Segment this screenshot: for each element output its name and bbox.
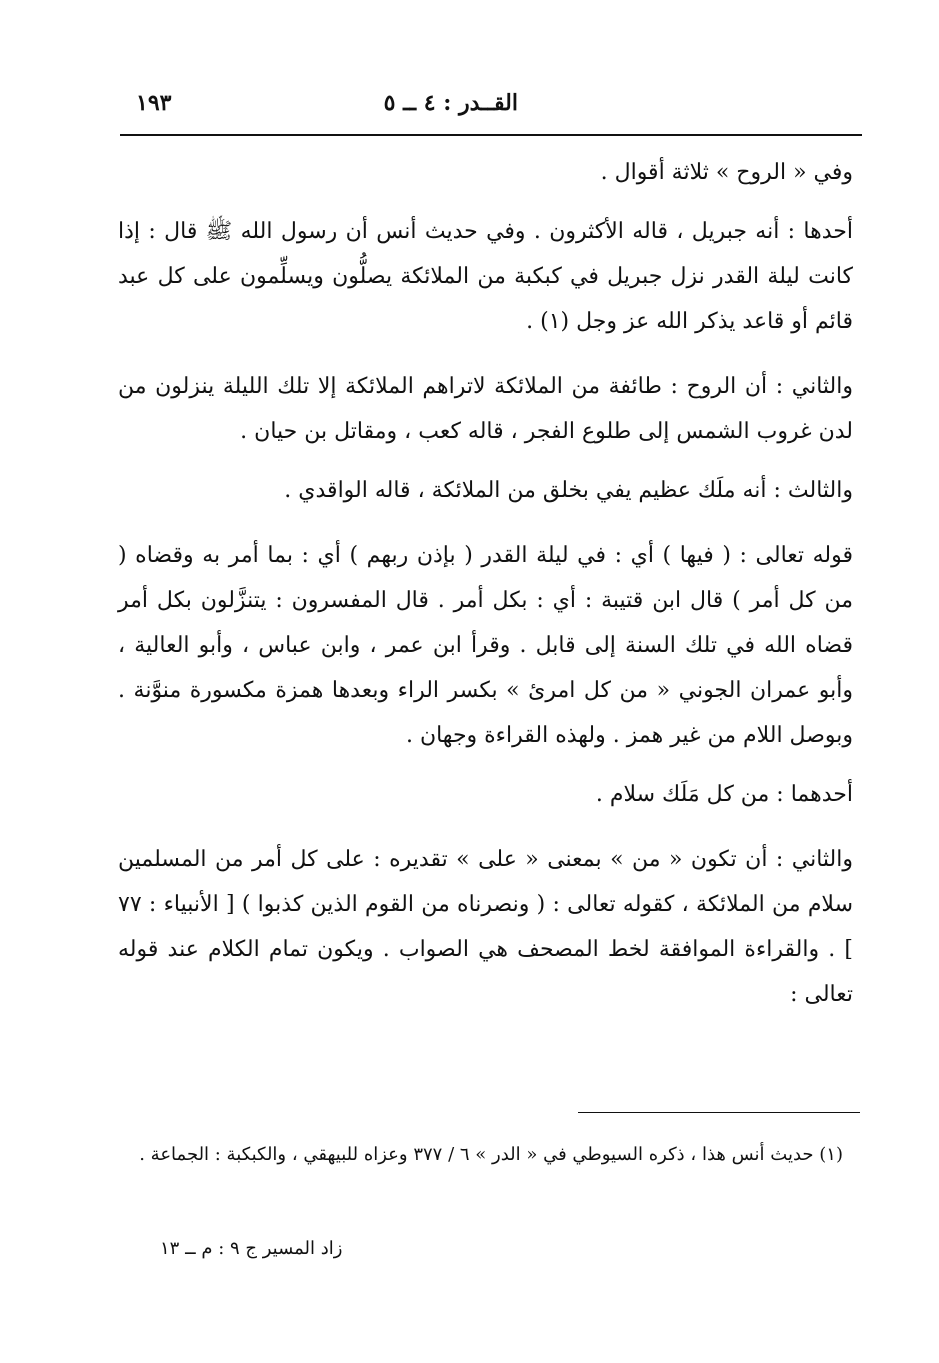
paragraph: وفي « الروح » ثلاثة أقوال .: [600, 160, 853, 185]
paragraph: والثالث : أنه ملَك عظيم يفي بخلق من الملائكة ، قاله الواقدي .: [284, 478, 853, 503]
paragraph: أحدها : أنه جبريل ، قاله الأكثرون . وفي حديث أنس أن رسول الله ﷺ قال : إذا كانت ليلة القدر نزل جبريل في كبكبة من الملائكة يصلُّون ويسلِّمون على كل عبد قائم أو قاعد يذكر الله عز وجل (١) .: [118, 219, 853, 334]
paragraph: أحدهما : من كل مَلَك سلام .: [595, 782, 853, 807]
paragraph: والثاني : أن الروح : طائفة من الملائكة لاتراهم الملائكة إلا تلك الليلة ينزلون من لدن غروب الشمس إلى طلوع الفجر ، قاله كعب ، ومقاتل بن حيان .: [118, 374, 853, 444]
printer-signature: زاد المسير ج ٩ : م ــ ١٣: [160, 1238, 343, 1259]
main-text: [118, 150, 853, 1037]
footnote-text: (١) حديث أنس هذا ، ذكره السيوطي في « الدر » ٦ / ٣٧٧ وعزاه للبيهقي ، والكبكبة : الجماعة .: [139, 1144, 843, 1165]
page-number: ١٩٣: [136, 90, 172, 116]
running-title: القــدر : ٤ ــ ٥: [383, 90, 518, 116]
footnote-divider: [578, 1112, 860, 1113]
footnote: [118, 1138, 843, 1172]
page-header: [120, 86, 848, 126]
paragraph: قوله تعالى : ( فيها ) أي : في ليلة القدر ( بإذن ربهم ) أي : بما أمر به وقضاه ( من كل أمر ) قال ابن قتيبة : أي : بكل أمر . قال المفسرون : يتنزَّلون بكل أمر قضاه الله في تلك السنة إلى قابل . وقرأ ابن عمر ، وابن عباس ، وأبو العالية ، وأبو عمران الجوني « من كل امرئ » بكسر الراء وبعدها همزة مكسورة منوَّنة . وبوصل اللام من غير همز . ولهذه القراءة وجهان .: [118, 543, 853, 748]
header-divider: [120, 134, 862, 136]
paragraph: والثاني : أن تكون « من » بمعنى « على » تقديره : على كل أمر من المسلمين سلام من الملائكة ، كقوله تعالى : ( ونصرناه من القوم الذين كذبوا ) [ الأنبياء : ٧٧ ] . والقراءة الموافقة لخط المصحف هي الصواب . ويكون تمام الكلام عند قوله تعالى :: [118, 847, 853, 1007]
